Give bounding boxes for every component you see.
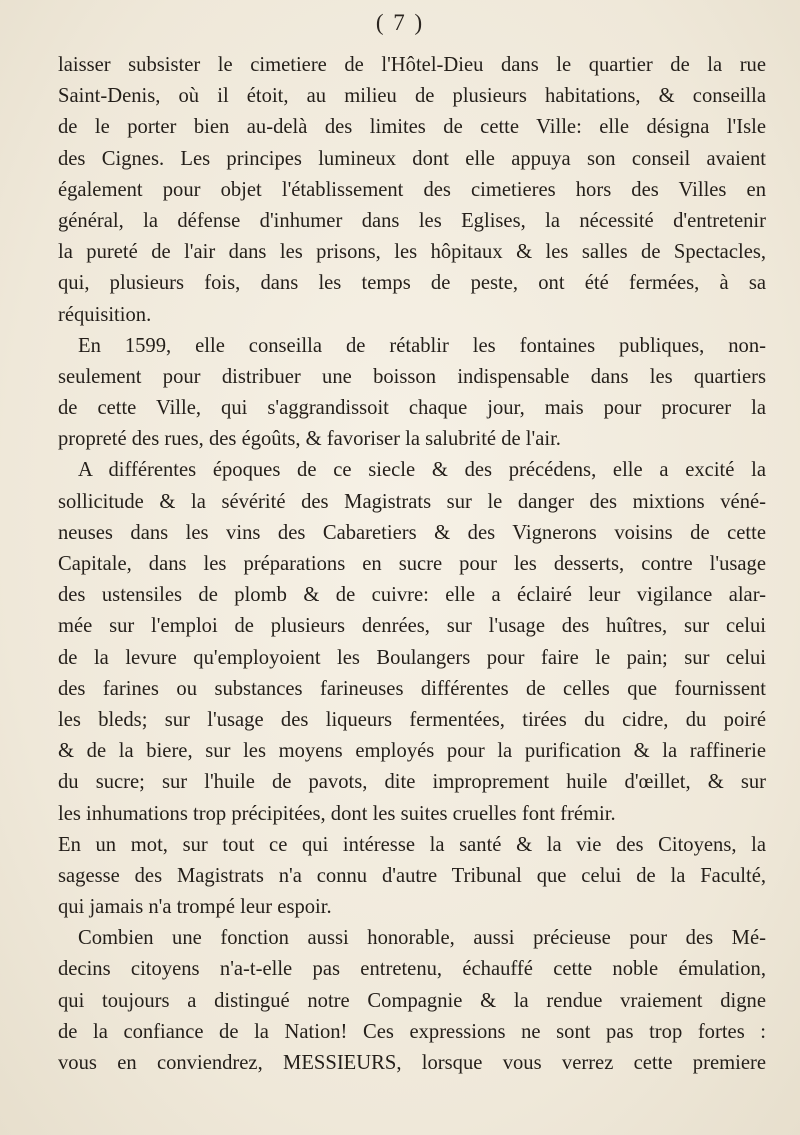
text-line: En 1599, elle conseilla de rétablir les fontaines publiques, non-	[78, 334, 766, 357]
text-line: les inhumations trop précipitées, dont les suites cruelles font frémir.	[58, 802, 616, 825]
text-line: des ustensiles de plomb & de cuivre: elle a éclairé leur vigilance alar-	[58, 584, 766, 607]
text-line: mée sur l'emploi de plusieurs denrées, sur l'usage des huîtres, sur celui	[58, 615, 766, 638]
text-line: Saint-Denis, où il étoit, au milieu de plusieurs habitations, & conseilla	[58, 85, 766, 108]
text-line: En un mot, sur tout ce qui intéresse la santé & la vie des Citoyens, la	[58, 833, 766, 856]
text-line: neuses dans les vins des Cabaretiers & des Vignerons voisins de cette	[58, 521, 766, 544]
text-line: sagesse des Magistrats n'a connu d'autre Tribunal que celui de la Faculté,	[58, 864, 766, 887]
text-line: Capitale, dans les préparations en sucre pour les desserts, contre l'usage	[58, 553, 766, 575]
text-line: la pureté de l'air dans les prisons, les hôpitaux & les salles de Spectacles,	[58, 241, 766, 264]
text-line: laisser subsister le cimetiere de l'Hôtel-Dieu dans le quartier de la rue	[58, 54, 766, 76]
text-line: des Cignes. Les principes lumineux dont elle appuya son conseil avaient	[58, 147, 766, 170]
text-line: de la levure qu'employoient les Boulangers pour faire le pain; sur celui	[58, 646, 766, 669]
text-line: A différentes époques de ce siecle & des précédens, elle a excité la	[78, 459, 766, 482]
text-line: général, la défense d'inhumer dans les Eglises, la nécessité d'entretenir	[58, 209, 766, 232]
text-line: de cette Ville, qui s'aggrandissoit chaque jour, mais pour procurer la	[58, 397, 766, 420]
text-line: decins citoyens n'a-t-elle pas entretenu, échauffé cette noble émulation,	[58, 958, 766, 981]
text-line: & de la biere, sur les moyens employés pour la purification & la raffinerie	[58, 740, 766, 763]
text-line: du sucre; sur l'huile de pavots, dite improprement huile d'œillet, & sur	[58, 771, 766, 794]
text-line: sollicitude & la sévérité des Magistrats sur le danger des mixtions véné-	[58, 490, 766, 513]
text-line: également pour objet l'établissement des cimetieres hors des Villes en	[58, 178, 766, 201]
text-line: qui, plusieurs fois, dans les temps de peste, ont été fermées, à sa	[58, 272, 766, 295]
text-line: des farines ou substances farineuses différentes de celles que fournissent	[58, 677, 766, 700]
text-line: les bleds; sur l'usage des liqueurs fermentées, tirées du cidre, du poiré	[58, 708, 766, 731]
text-line: vous en conviendrez, MESSIEURS, lorsque vous verrez cette premiere	[58, 1052, 766, 1074]
page-number: ( 7 )	[375, 10, 425, 35]
text-line: qui toujours a distingué notre Compagnie & la rendue vraiement digne	[58, 989, 766, 1012]
text-line: qui jamais n'a trompé leur espoir.	[58, 896, 332, 919]
text-line: de la confiance de la Nation! Ces expressions ne sont pas trop fortes :	[58, 1020, 766, 1043]
text-line: réquisition.	[58, 303, 152, 326]
text-line: de le porter bien au-delà des limites de cette Ville: elle désigna l'Isle	[58, 116, 766, 139]
body-text	[58, 50, 766, 1079]
text-line: seulement pour distribuer une boisson indispensable dans les quartiers	[58, 365, 766, 388]
text-line: Combien une fonction aussi honorable, aussi précieuse pour des Mé-	[78, 927, 766, 950]
text-line: propreté des rues, des égoûts, & favoriser la salubrité de l'air.	[58, 428, 561, 451]
